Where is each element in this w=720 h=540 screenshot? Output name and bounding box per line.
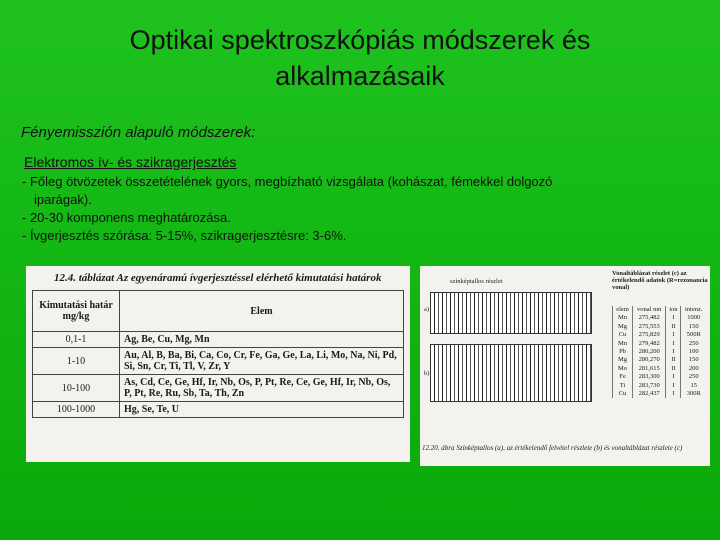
section-heading: Elektromos ív- és szikragerjesztés: [24, 154, 237, 170]
line-table-cell: Pb: [613, 348, 633, 356]
line-table-row: [613, 356, 707, 364]
line-table-cell: II: [666, 323, 681, 331]
line-table-cell: Mg: [613, 356, 633, 364]
cell-elements: Au, Al, B, Ba, Bi, Ca, Co, Cr, Fe, Ga, Ge, La, Li, Mo, Na, Ni, Pd, Si, Sn, Cr, Ti, Tl, V, Zr, Y: [120, 348, 404, 375]
line-table-cell: Mg: [613, 323, 633, 331]
table-row: [33, 375, 404, 402]
detection-limit-table: [32, 290, 404, 418]
line-table-body: [613, 314, 707, 398]
line-table-cell: 200: [681, 365, 706, 373]
line-table-cell: 275,829: [633, 331, 666, 339]
cell-elements: Hg, Se, Te, U: [120, 402, 404, 418]
line-table-cell: Cu: [613, 331, 633, 339]
bullet-list: [22, 173, 712, 245]
line-table-row: [613, 390, 707, 398]
line-table-cell: 280,200: [633, 348, 666, 356]
line-table-cell: II: [666, 356, 681, 364]
line-table-title: Vonaltáblázat részlet (c) az értékelendő adatok (R=rezonancia vonal): [612, 270, 708, 291]
cell-limit: 100-1000: [33, 402, 120, 418]
line-table-row: [613, 314, 707, 322]
line-table-cell: Mo: [613, 365, 633, 373]
table-caption: 12.4. táblázat Az egyenáramú ívgerjesztéssel elérhető kimutatási határok: [54, 272, 382, 284]
line-table-row: [613, 373, 707, 381]
line-table-row: [613, 365, 707, 373]
label-top: színképtallos részlet: [450, 278, 503, 285]
line-table-cell: 500R: [681, 331, 706, 339]
line-table-cell: 282,437: [633, 390, 666, 398]
line-table-cell: Ti: [613, 382, 633, 390]
label-b: b): [424, 370, 430, 377]
cell-limit: 10-100: [33, 375, 120, 402]
line-table-cell: 281,615: [633, 365, 666, 373]
line-table-cell: 283,730: [633, 382, 666, 390]
cell-limit: 0,1-1: [33, 332, 120, 348]
header-element: Elem: [120, 291, 404, 332]
page-title: [0, 22, 720, 94]
detection-limit-table-image: [26, 266, 410, 462]
line-table-cell: Mn: [613, 314, 633, 322]
bullet-item: - 20-30 komponens meghatározása.: [22, 210, 231, 225]
line-table-cell: Mn: [613, 340, 633, 348]
line-table-cell: 150: [681, 356, 706, 364]
table-row: [33, 348, 404, 375]
line-table-cell: 283,300: [633, 373, 666, 381]
line-table-row: [613, 331, 707, 339]
bullet-item: - Főleg ötvözetek összetételének gyors, megbízható vizsgálata (kohászat, fémekkel dolgozó: [22, 174, 553, 189]
line-table-cell: Fe: [613, 373, 633, 381]
line-table-cell: 250: [681, 340, 706, 348]
line-table-row: [613, 323, 707, 331]
line-table-cell: 275,553: [633, 323, 666, 331]
line-table-cell: 275,482: [633, 314, 666, 322]
line-table-cell: 150: [681, 323, 706, 331]
line-table-row: [613, 382, 707, 390]
line-table-cell: I: [666, 382, 681, 390]
spectrum-figure-image: [420, 266, 710, 466]
line-table-cell: I: [666, 348, 681, 356]
line-table-row: [613, 340, 707, 348]
col-line: vonal nm: [633, 306, 666, 314]
line-table-cell: 100: [681, 348, 706, 356]
table-header-row: [33, 291, 404, 332]
line-table-cell: II: [666, 365, 681, 373]
table-row: [33, 332, 404, 348]
line-table-cell: 300R: [681, 390, 706, 398]
line-table-cell: I: [666, 340, 681, 348]
bullet-item-continuation: iparágak).: [34, 192, 92, 207]
header-limit: Kimutatási határ mg/kg: [33, 291, 120, 332]
line-table-header: [613, 306, 707, 314]
spectrum-strip-a: [430, 292, 592, 334]
line-table-cell: I: [666, 314, 681, 322]
line-table-row: [613, 348, 707, 356]
col-intensity: intenz.: [681, 306, 706, 314]
cell-elements: As, Cd, Ce, Ge, Hf, Ir, Nb, Os, P, Pt, Re, Ce, Ge, Hf, Ir, Nb, Os, P, Pt, Re, Ru, Sb, Ta, Th, Zn: [120, 375, 404, 402]
label-a: a): [424, 306, 430, 313]
title-line-2: alkalmazásaik: [275, 61, 445, 91]
line-table-cell: I: [666, 331, 681, 339]
line-table-cell: 280,270: [633, 356, 666, 364]
col-ion: ion: [666, 306, 681, 314]
figure-caption: 12.20. ábra Színképtallos (a), az értékelendő felvétel részlete (b) és vonaltáblázat részlete (c): [422, 444, 683, 452]
line-table-cell: I: [666, 373, 681, 381]
line-table-cell: 279,482: [633, 340, 666, 348]
bullet-item: - Ívgerjesztés szórása: 5-15%, szikragerjesztésre: 3-6%.: [22, 228, 347, 243]
line-table: [612, 306, 706, 398]
line-table-cell: 1000: [681, 314, 706, 322]
subtitle: Fényemisszión alapuló módszerek:: [21, 124, 256, 141]
table-row: [33, 402, 404, 418]
spectrum-strip-b: [430, 344, 592, 402]
line-table-cell: I: [666, 390, 681, 398]
line-table-cell: 15: [681, 382, 706, 390]
cell-elements: Ag, Be, Cu, Mg, Mn: [120, 332, 404, 348]
title-line-1: Optikai spektroszkópiás módszerek és: [129, 25, 591, 55]
col-element: elem: [613, 306, 633, 314]
line-table-cell: Cu: [613, 390, 633, 398]
cell-limit: 1-10: [33, 348, 120, 375]
line-table-cell: 250: [681, 373, 706, 381]
